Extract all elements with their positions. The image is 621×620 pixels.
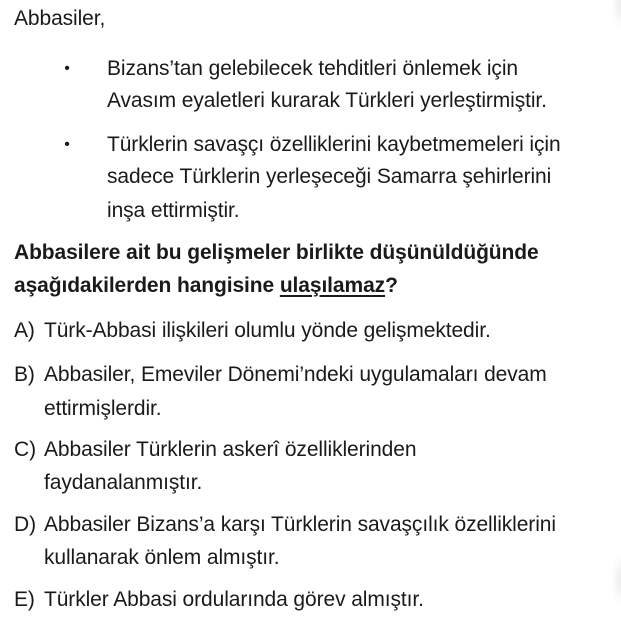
option-letter: E): [14, 588, 35, 611]
page-edge-shadow-top: [611, 0, 621, 28]
intro-text: Abbasiler,: [14, 7, 106, 30]
option-text: Abbasiler Türklerin askerî özelliklerinden: [44, 438, 417, 461]
page-edge-shadow-bottom: [611, 555, 621, 605]
question-line-2-prefix: aşağıdakilerden hangisine: [14, 274, 280, 297]
bullet-marker: •: [64, 136, 70, 153]
bullet-1-line-2: Avasım eyaletleri kurarak Türkleri yerleştirmiştir.: [107, 89, 547, 112]
bullet-1-line-1: Bizans’tan gelebilecek tehditleri önlemek için: [107, 57, 518, 80]
option-text: Abbasiler, Emeviler Dönemi’ndeki uygulamaları devam: [44, 363, 547, 386]
option-text: Türkler Abbasi ordularında görev almıştır.: [44, 588, 424, 611]
option-text-continued: kullanarak önlem almıştır.: [44, 546, 280, 569]
question-line-1: Abbasilere ait bu gelişmeler birlikte düşünüldüğünde: [14, 241, 539, 264]
option-letter: D): [14, 513, 36, 536]
option-text: Abbasiler Bizans’a karşı Türklerin savaşçılık özelliklerini: [44, 513, 556, 536]
option-text-continued: faydanalanmıştır.: [44, 471, 203, 494]
option-letter: B): [14, 363, 35, 386]
bullet-2-line-2: sadece Türklerin yerleşeceği Samarra şehirlerini: [107, 165, 552, 188]
option-text: Türk-Abbasi ilişkileri olumlu yönde gelişmektedir.: [44, 319, 491, 342]
option-letter: C): [14, 438, 36, 461]
question-line-2-suffix: ?: [385, 274, 398, 297]
option-letter: A): [14, 319, 35, 342]
bullet-2-line-1: Türklerin savaşçı özelliklerini kaybetmemeleri için: [107, 133, 561, 156]
option-text-continued: ettirmişlerdir.: [44, 397, 162, 420]
bullet-2-line-3: inşa ettirmiştir.: [107, 199, 240, 222]
bullet-marker: •: [64, 60, 70, 77]
question-emphasis: ulaşılamaz: [279, 274, 386, 297]
question-line-2: [14, 273, 398, 299]
